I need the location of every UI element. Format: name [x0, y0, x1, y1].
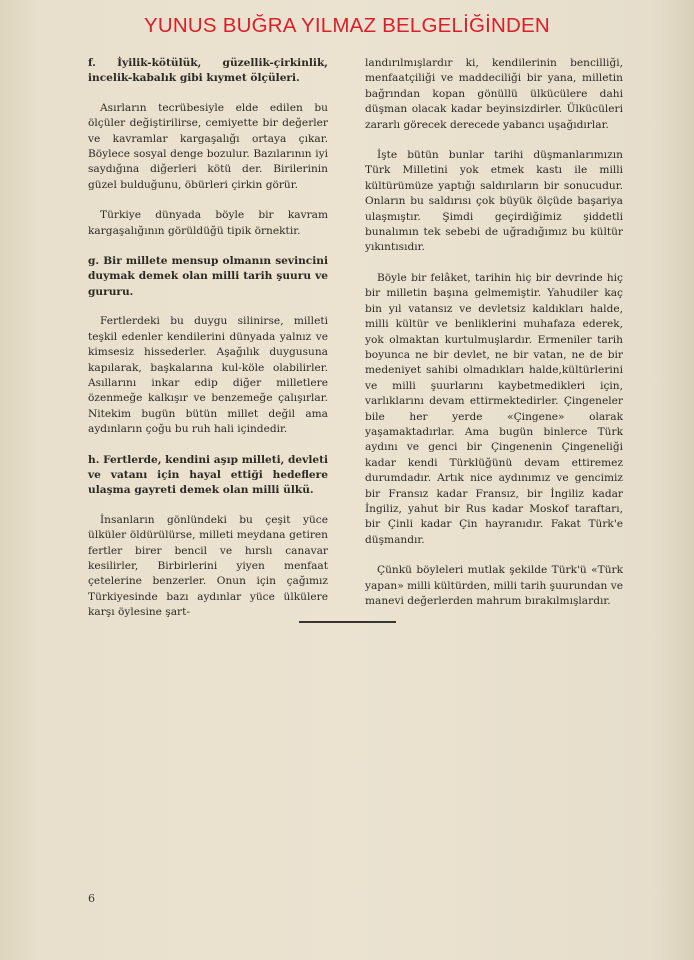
- paragraph: Asırların tecrübesiyle elde edilen bu ölçüler değiştirilirse, cemiyette bir değerler ve kavramlar kargaşalığı ortaya çıkar. Böylece sosyal denge bozulur. Bazılarının iyi saydığına diğerleri kötü der. Birilerinin güzel bulduğunu, öbürleri çirkin görür.: [88, 101, 328, 191]
- paragraph: Fertlerdeki bu duygu silinirse, milleti teşkil edenler kendilerini dünyada yalnız ve kimsesiz hissederler. Aşağılık duygusuna kapılarak, başkalarına kul-köle olabilirler. Asıllarını inkar edip diğer milletlere özenmeğe kalkışır ve benzemeğe çalışırlar. Nitekim bugün bütün millet değil ama aydınların çoğu bu ruh hali içindedir.: [88, 315, 328, 436]
- right-column: [365, 56, 623, 624]
- section-heading-f: f. İyilik-kötülük, güzellik-çirkinlik, incelik-kabalık gibi kıymet ölçüleri.: [88, 57, 328, 85]
- watermark-title: YUNUS BUĞRA YILMAZ BELGELİĞİNDEN: [144, 14, 550, 37]
- paragraph: landırılmışlardır ki, kendilerinin bencilliği, menfaatçiliği ve maddeciliği bir yana, milletin bağrından kopan gönüllü ülkücülere dahi düşman olacak kadar beyinsizdirler. Ülkücüleri zararlı görecek derecede yabancı uşağıdırlar.: [365, 57, 623, 131]
- paragraph: Böyle bir felâket, tarihin hiç bir devrinde hiç bir milletin başına gelmemiştir. Yahudiler kaç bin yıl vatansız ve devletsiz kaldıkları halde, milli kültür ve benliklerini muhafaza ederek, yok olmaktan kurtulmuşlardır. Ermeniler tarih boyunca ne bir devlet, ne bir vatan, ne de bir medeniyet sahibi olmadıkları halde,kültürlerini ve milli şuurlarını kaybetmedikleri için, varlıklarını devam ettirmektedirler. Çingeneler bile her yerde «Çingene» olarak yaşamaktadırlar. Ama bugün binlerce Türk aydını ve genci bir Çingenenin Çingeneliği kadar kendi Türklüğünü devam ettiremez durumdadır. Artık nice aydınımız ve gencimiz bir Fransız kadar Fransız, bir İngiliz kadar İngiliz, yahut bir Rus kadar Moskof taraftarı, bir Çinli kadar Çin hayranıdır. Fakat Türk'e düşmandır.: [365, 271, 623, 546]
- paragraph: Çünkü böyleleri mutlak şekilde Türk'ü «Türk yapan» milli kültürden, milli tarih şuurundan ve manevi değerlerden mahrum bırakılmışlardır.: [365, 564, 623, 607]
- page-number: 6: [88, 892, 95, 905]
- paragraph: Türkiye dünyada böyle bir kavram kargaşalığının görüldüğü tipik örnektir.: [88, 209, 328, 237]
- paragraph: İnsanların gönlündeki bu çeşit yüce ülküler öldürülürse, milleti meydana getiren fertler birer bencil ve hırslı canavar kesilirler, Birbirlerini yiyen menfaat çetelerine benzerler. Onun için çağımız Türkiyesinde bazı aydınlar yüce ülkülere karşı öylesine şart-: [88, 513, 328, 619]
- section-heading-h: h. Fertlerde, kendini aşıp milleti, devleti ve vatanı için hayal ettiği hedeflere ulaşma gayreti demek olan milli ülkü.: [88, 453, 328, 497]
- paragraph: İşte bütün bunlar tarihi düşmanlarımızın Türk Milletini yok etmek kastı ile milli kültürümüze yaptığı saldırıların bir sonucudur. Onların bu saldırısı çok büyük ölçüde başariya ulaşmıştır. Şimdi geçirdiğimiz şiddetli bunalımın tek sebebi de uğradığımız bu kültür yıkıntısıdır.: [365, 149, 623, 254]
- section-divider: [299, 621, 396, 623]
- left-column: [88, 56, 328, 636]
- section-heading-g: g. Bir millete mensup olmanın sevincini duymak demek olan milli tarih şuuru ve gururu.: [88, 255, 328, 298]
